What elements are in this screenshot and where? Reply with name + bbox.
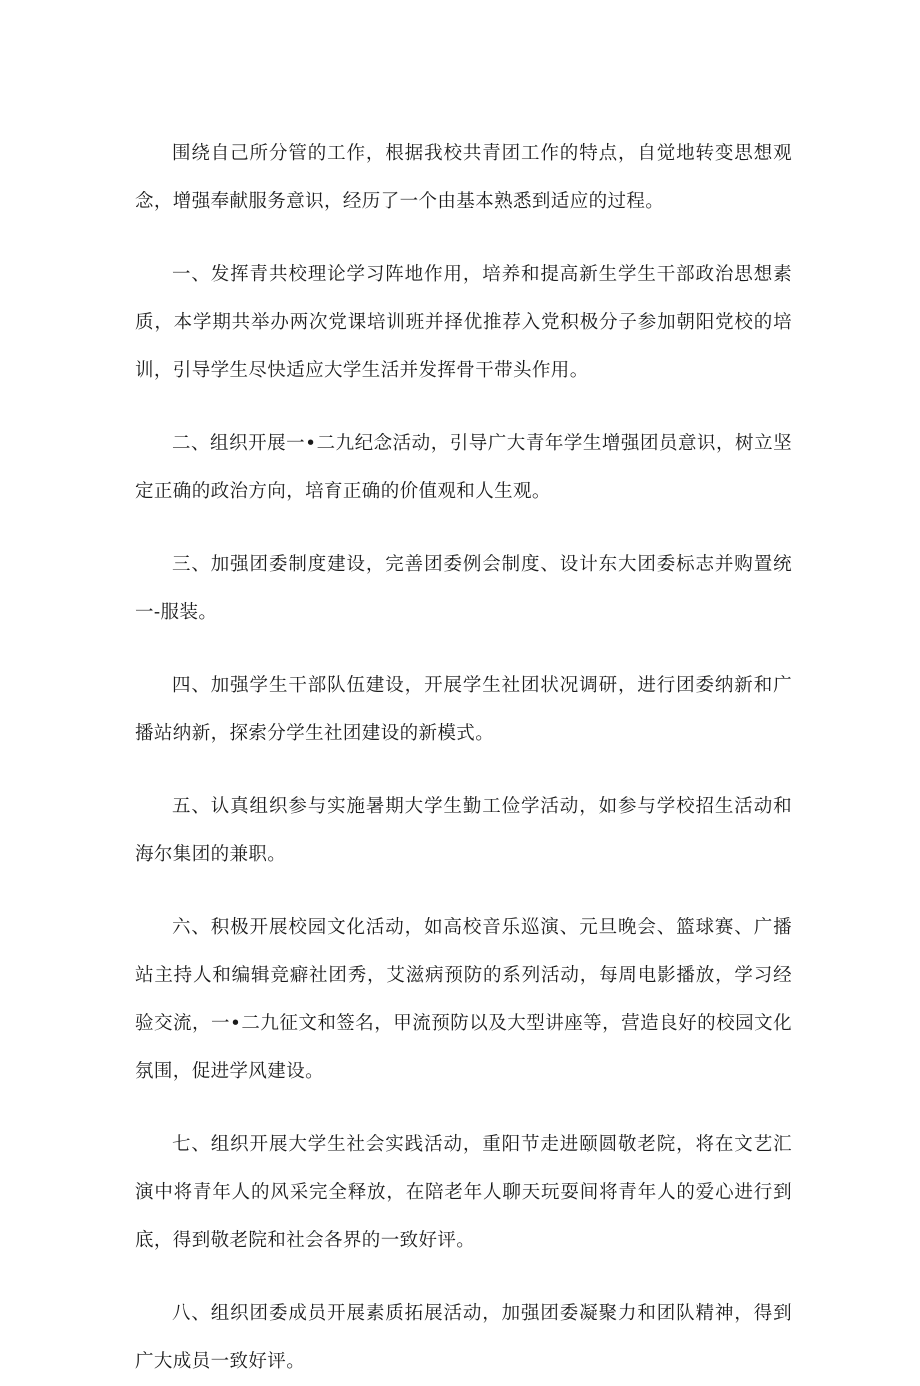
item-paragraph-1: 一、发挥青共校理论学习阵地作用，培养和提高新生学生干部政治思想素质，本学期共举办两次党课培训班并择优推荐入党积极分子参加朝阳党校的培训，引导学生尽快适应大学生活并发挥骨干带头作用。 xyxy=(135,264,792,381)
item-paragraph-6: 六、积极开展校园文化活动，如高校音乐巡演、元旦晚会、篮球赛、广播站主持人和编辑竞癖社团秀，艾滋病预防的系列活动，每周电影播放，学习经验交流，一•二九征文和签名，甲流预防以及大型讲座等，营造良好的校园文化氛围，促进学风建设。 xyxy=(135,917,792,1082)
intro-paragraph: 围绕自己所分管的工作，根据我校共青团工作的特点，自觉地转变思想观念，增强奉献服务意识，经历了一个由基本熟悉到适应的过程。 xyxy=(135,143,792,212)
item-paragraph-2: 二、组织开展一•二九纪念活动，引导广大青年学生增强团员意识，树立坚定正确的政治方向，培育正确的价值观和人生观。 xyxy=(135,433,792,502)
item-paragraph-8: 八、组织团委成员开展素质拓展活动，加强团委凝聚力和团队精神，得到广大成员一致好评。 xyxy=(135,1303,792,1372)
item-paragraph-5: 五、认真组织参与实施暑期大学生勤工俭学活动，如参与学校招生活动和海尔集团的兼职。 xyxy=(135,796,792,865)
item-paragraph-7: 七、组织开展大学生社会实践活动，重阳节走进颐圆敬老院，将在文艺汇演中将青年人的风采完全释放，在陪老年人聊天玩耍间将青年人的爱心进行到底，得到敬老院和社会各界的一致好评。 xyxy=(135,1134,792,1251)
item-paragraph-3: 三、加强团委制度建设，完善团委例会制度、设计东大团委标志并购置统一-服装。 xyxy=(135,554,792,623)
item-paragraph-4: 四、加强学生干部队伍建设，开展学生社团状况调研，进行团委纳新和广播站纳新，探索分学生社团建设的新模式。 xyxy=(135,675,792,744)
